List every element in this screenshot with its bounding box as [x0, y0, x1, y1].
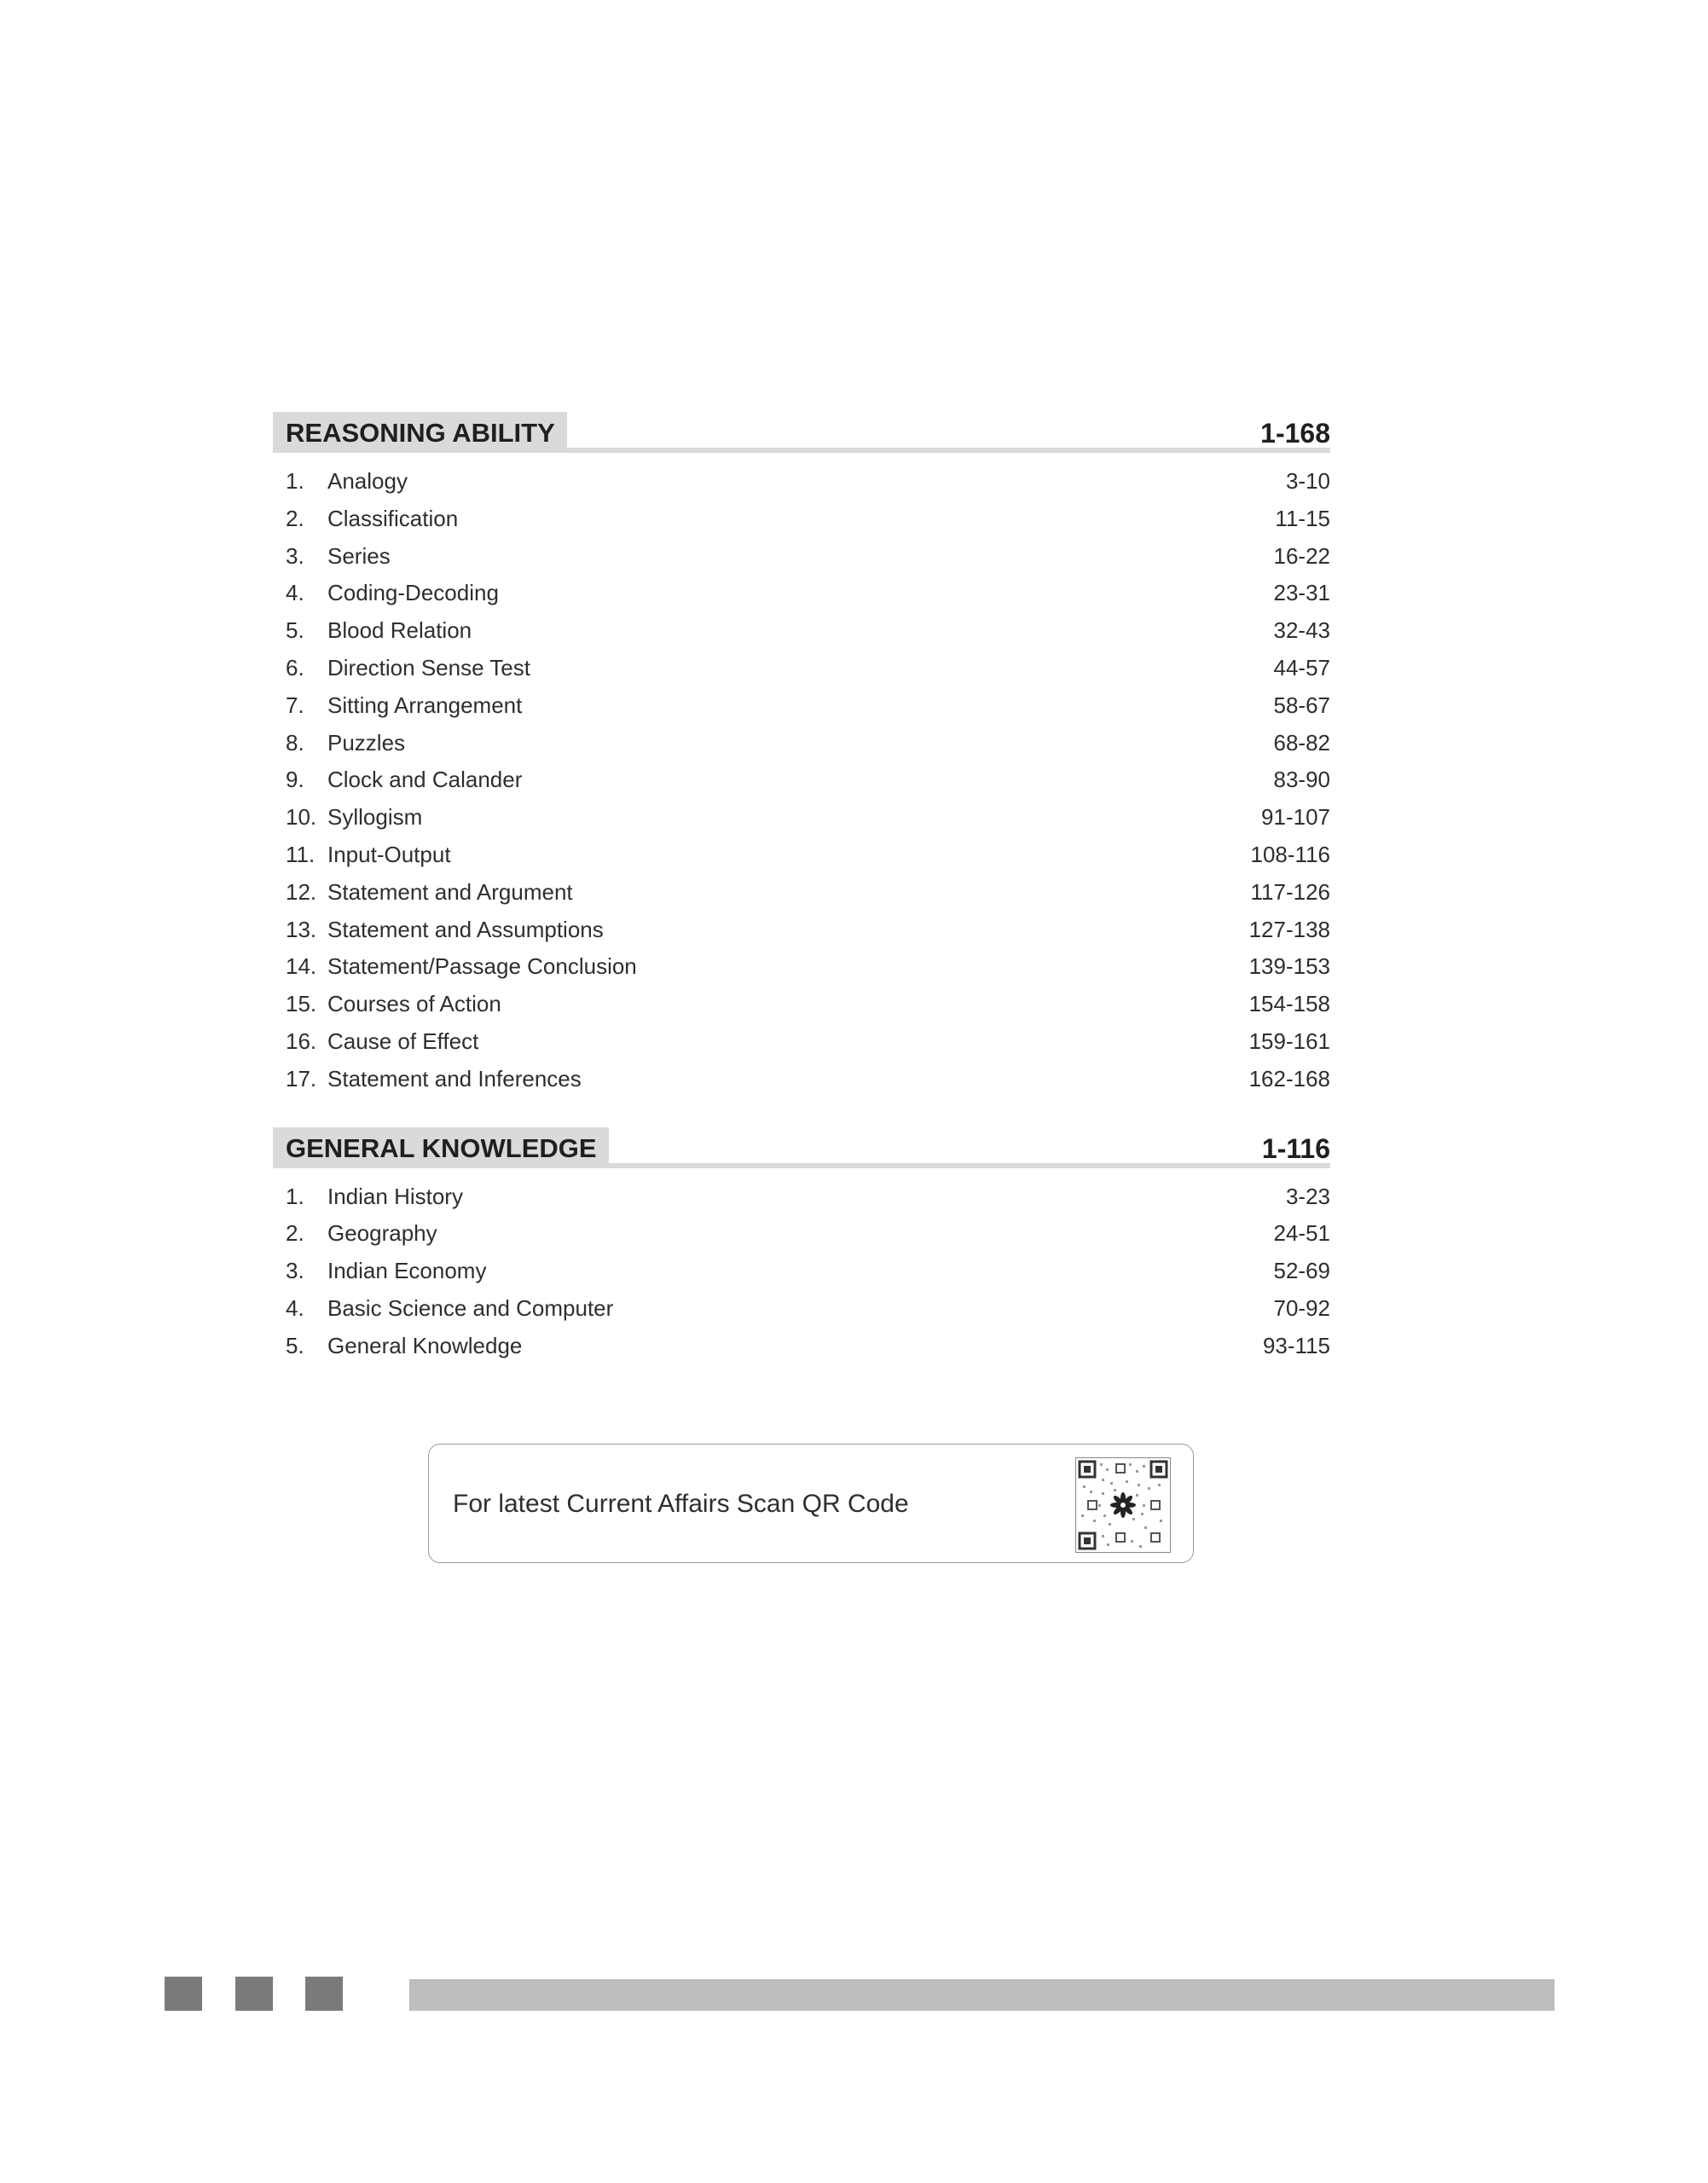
- entry-pages: 16-22: [1273, 542, 1330, 569]
- toc-entry[interactable]: [273, 761, 1330, 799]
- toc-entry[interactable]: [273, 463, 1330, 501]
- section-page-range: 1-116: [1261, 1132, 1330, 1164]
- entry-title: Series: [327, 542, 391, 569]
- entry-pages: 70-92: [1273, 1294, 1330, 1321]
- entry-title: Statement and Inferences: [327, 1065, 582, 1092]
- toc-entry[interactable]: [273, 837, 1330, 874]
- table-of-contents: [273, 412, 1330, 1365]
- section-header: [273, 1127, 1330, 1168]
- entry-number: 7.: [286, 692, 304, 718]
- entry-pages: 3-10: [1285, 468, 1330, 494]
- entry-title: Courses of Action: [327, 991, 501, 1017]
- toc-entry[interactable]: [273, 725, 1330, 762]
- entry-number: 3.: [286, 542, 304, 569]
- entry-pages: 117-126: [1250, 878, 1330, 905]
- section-page-range: 1-168: [1260, 418, 1330, 449]
- toc-entry[interactable]: [273, 874, 1330, 912]
- entry-pages: 91-107: [1261, 804, 1330, 831]
- entry-number: 9.: [286, 767, 304, 793]
- entry-title: Puzzles: [327, 729, 406, 756]
- entry-number: 1.: [286, 1183, 304, 1209]
- entry-title: Analogy: [327, 468, 408, 494]
- entry-pages: 58-67: [1273, 692, 1330, 718]
- toc-entry[interactable]: [273, 1328, 1330, 1365]
- toc-entry[interactable]: [273, 1061, 1330, 1098]
- entry-number: 4.: [286, 1294, 304, 1321]
- entry-title: Classification: [327, 505, 459, 531]
- toc-entry[interactable]: [273, 799, 1330, 837]
- entry-number: 11.: [286, 841, 316, 867]
- entry-number: 5.: [286, 617, 304, 644]
- toc-entry[interactable]: [273, 912, 1330, 949]
- section-general-knowledge: [273, 1127, 1330, 1365]
- entry-title: Syllogism: [327, 804, 423, 831]
- entry-title: Direction Sense Test: [327, 654, 530, 680]
- entry-pages: 83-90: [1273, 767, 1330, 793]
- entry-number: 14.: [286, 953, 317, 980]
- entry-pages: 32-43: [1273, 617, 1330, 644]
- toc-entry[interactable]: [273, 1178, 1330, 1216]
- toc-entry[interactable]: [273, 1023, 1330, 1061]
- section-title[interactable]: REASONING ABILITY: [273, 412, 567, 453]
- entry-title: Statement and Argument: [327, 878, 573, 905]
- footer-bar: [409, 1979, 1555, 2011]
- entry-title: Statement/Passage Conclusion: [327, 953, 637, 980]
- qr-code-icon[interactable]: [1075, 1457, 1171, 1553]
- footer-square: [235, 1977, 273, 2011]
- entry-pages: 3-23: [1285, 1183, 1330, 1209]
- section-header: [273, 412, 1330, 453]
- toc-entry[interactable]: [273, 501, 1330, 538]
- entry-title: Input-Output: [327, 841, 451, 867]
- entry-title: Clock and Calander: [327, 767, 523, 793]
- toc-entry[interactable]: [273, 612, 1330, 650]
- entry-number: 15.: [286, 991, 317, 1017]
- entry-title: Statement and Assumptions: [327, 916, 604, 942]
- entry-title: General Knowledge: [327, 1332, 523, 1358]
- entry-title: Cause of Effect: [327, 1028, 479, 1054]
- toc-entry[interactable]: [273, 538, 1330, 576]
- entry-pages: 154-158: [1248, 991, 1330, 1017]
- current-affairs-qr-box: [428, 1444, 1194, 1563]
- entry-title: Geography: [327, 1220, 437, 1247]
- entry-title: Coding-Decoding: [327, 580, 499, 606]
- entry-pages: 44-57: [1273, 654, 1330, 680]
- entry-pages: 93-115: [1262, 1332, 1330, 1358]
- entry-title: Blood Relation: [327, 617, 472, 644]
- toc-entry[interactable]: [273, 948, 1330, 986]
- entry-pages: 162-168: [1248, 1065, 1330, 1092]
- entry-number: 1.: [286, 468, 304, 494]
- entry-pages: 127-138: [1248, 916, 1330, 942]
- section-title[interactable]: GENERAL KNOWLEDGE: [273, 1127, 609, 1168]
- entry-number: 5.: [286, 1332, 304, 1358]
- entry-number: 8.: [286, 729, 304, 756]
- entry-pages: 159-161: [1248, 1028, 1330, 1054]
- entry-number: 12.: [286, 878, 317, 905]
- section-spacer: [273, 1098, 1330, 1127]
- entry-number: 16.: [286, 1028, 317, 1054]
- entry-number: 2.: [286, 505, 304, 531]
- entry-pages: 23-31: [1273, 580, 1330, 606]
- entry-number: 6.: [286, 654, 304, 680]
- qr-caption: For latest Current Affairs Scan QR Code: [453, 1490, 909, 1518]
- entry-number: 3.: [286, 1258, 304, 1284]
- entry-pages: 139-153: [1248, 953, 1330, 980]
- entry-title: Sitting Arrangement: [327, 692, 523, 718]
- toc-entry[interactable]: [273, 1215, 1330, 1253]
- entry-number: 17.: [286, 1065, 317, 1092]
- toc-entry[interactable]: [273, 1253, 1330, 1290]
- footer-square: [305, 1977, 343, 2011]
- toc-entry[interactable]: [273, 650, 1330, 687]
- entry-number: 10.: [286, 804, 317, 831]
- entry-number: 2.: [286, 1220, 304, 1247]
- footer-square: [165, 1977, 202, 2011]
- entry-pages: 68-82: [1273, 729, 1330, 756]
- entry-pages: 24-51: [1273, 1220, 1330, 1247]
- entry-number: 4.: [286, 580, 304, 606]
- entry-title: Indian History: [327, 1183, 463, 1209]
- entry-title: Indian Economy: [327, 1258, 487, 1284]
- toc-entry[interactable]: [273, 575, 1330, 612]
- entry-pages: 11-15: [1275, 505, 1330, 531]
- entry-number: 13.: [286, 916, 317, 942]
- toc-entry[interactable]: [273, 687, 1330, 725]
- toc-entry[interactable]: [273, 1290, 1330, 1328]
- section-reasoning-ability: [273, 412, 1330, 1098]
- entry-pages: 108-116: [1250, 841, 1330, 867]
- toc-entry[interactable]: [273, 986, 1330, 1023]
- entry-title: Basic Science and Computer: [327, 1294, 614, 1321]
- entry-pages: 52-69: [1273, 1258, 1330, 1284]
